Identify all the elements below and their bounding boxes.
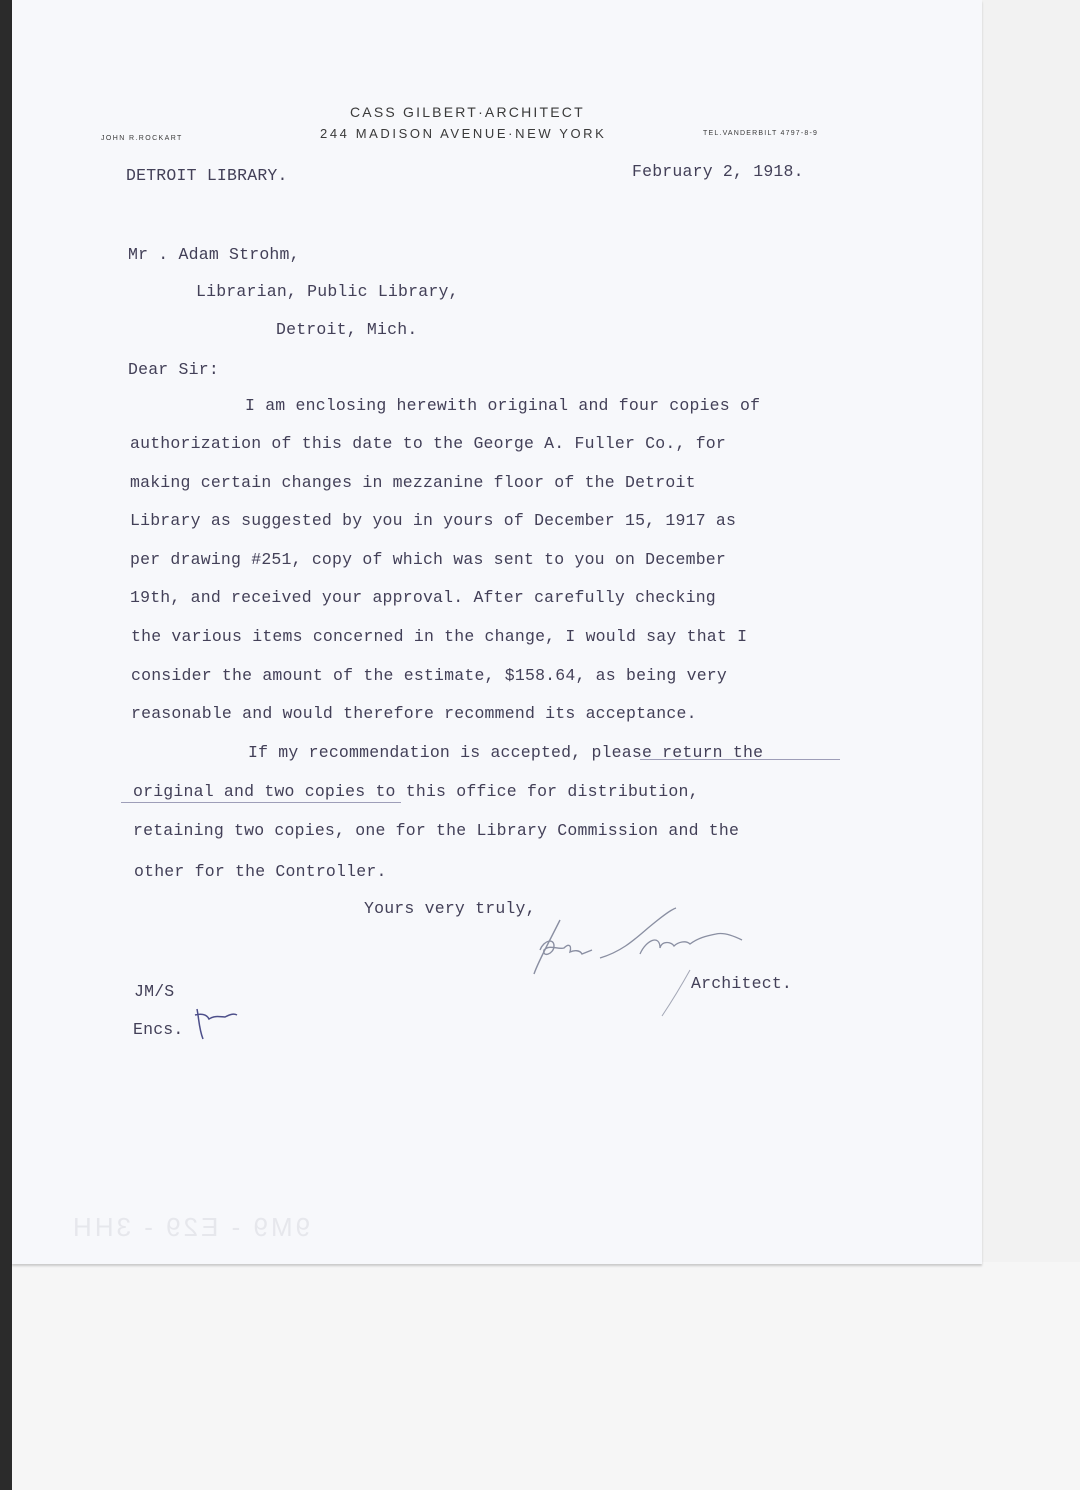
body-line: authorization of this date to the George A. Fuller Co., for [130, 434, 726, 453]
letterhead-telephone: TEL.VANDERBILT 4797-8-9 [703, 130, 819, 137]
body-line: reasonable and would therefore recommend its acceptance. [131, 704, 697, 723]
letter-subject: DETROIT LIBRARY. [126, 166, 288, 185]
closing: Yours very truly, [364, 899, 536, 918]
bleed-through-mark: 9M9 - E29 - 3HH [70, 1212, 311, 1242]
recipient-title: Librarian, Public Library, [196, 282, 459, 301]
body-line: per drawing #251, copy of which was sent to you on December [130, 550, 726, 569]
typist-initials: JM/S [134, 982, 175, 1001]
letterhead-associate: JOHN R.ROCKART [101, 135, 183, 142]
body-line: the various items concerned in the change, I would say that I [131, 627, 748, 646]
body-line: 19th, and received your approval. After carefully checking [130, 588, 716, 607]
pencil-underline [640, 759, 840, 760]
signature [520, 900, 760, 1020]
body-line: consider the amount of the estimate, $158.64, as being very [131, 666, 727, 685]
body-line: making certain changes in mezzanine floor of the Detroit [130, 473, 696, 492]
pencil-underline [121, 802, 401, 803]
recipient-city: Detroit, Mich. [276, 320, 418, 339]
letterhead-firm: CASS GILBERT·ARCHITECT [350, 104, 585, 120]
body-line: other for the Controller. [134, 862, 387, 881]
body-line: Library as suggested by you in yours of December 15, 1917 as [130, 511, 737, 530]
letterhead-address: 244 MADISON AVENUE·NEW YORK [320, 126, 607, 141]
salutation: Dear Sir: [128, 360, 219, 379]
body-line: If my recommendation is accepted, please return the [248, 743, 764, 762]
binding-edge [0, 0, 12, 1490]
enclosure-note: Encs. [133, 1020, 184, 1039]
letter-date: February 2, 1918. [632, 162, 804, 181]
body-line: original and two copies to this office for distribution, [133, 782, 699, 801]
body-line: I am enclosing herewith original and four copies of [245, 396, 761, 415]
signature-title: Architect. [691, 974, 793, 993]
recipient-name: Mr . Adam Strohm, [128, 245, 300, 264]
body-line: retaining two copies, one for the Library Commission and the [133, 821, 740, 840]
scan-background [12, 1262, 1080, 1490]
handwritten-mark [185, 1005, 240, 1043]
